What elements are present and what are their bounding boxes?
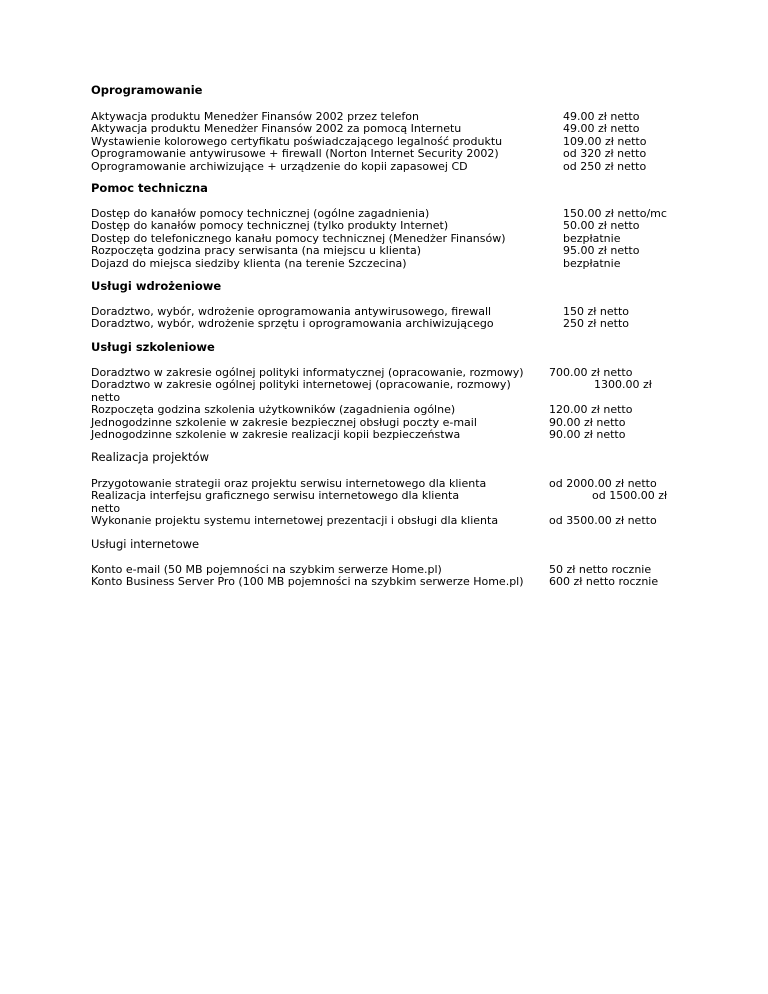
item-description: Doradztwo, wybór, wdrożenie oprogramowania antywirusowego, firewall (91, 305, 492, 318)
item-description: Dostęp do kanałów pomocy technicznej (tylko produkty Internet) (91, 219, 449, 232)
item-price: 1300.00 zł (594, 378, 652, 391)
section-heading: Usługi wdrożeniowe (91, 279, 222, 293)
item-price: 95.00 zł netto (563, 244, 640, 257)
item-price: 109.00 zł netto (563, 135, 647, 148)
item-description: Aktywacja produktu Menedżer Finansów 2002 za pomocą Internetu (91, 122, 462, 135)
item-description: Konto Business Server Pro (100 MB pojemności na szybkim serwerze Home.pl) (91, 575, 524, 588)
item-description: netto (91, 391, 121, 404)
item-description: Rozpoczęta godzina pracy serwisanta (na miejscu u klienta) (91, 244, 421, 257)
item-price: od 320 zł netto (563, 147, 647, 160)
item-price: 50 zł netto rocznie (549, 563, 652, 576)
item-price: 49.00 zł netto (563, 110, 640, 123)
item-description: Oprogramowanie antywirusowe + firewall (Norton Internet Security 2002) (91, 147, 499, 160)
item-description: Doradztwo w zakresie ogólnej polityki informatycznej (opracowanie, rozmowy) (91, 366, 524, 379)
item-description: Dostęp do telefonicznego kanału pomocy technicznej (Menedżer Finansów) (91, 232, 506, 245)
section-heading: Realizacja projektów (91, 450, 209, 464)
section-heading: Usługi internetowe (91, 537, 200, 551)
item-price: 90.00 zł netto (549, 428, 626, 441)
item-description: Konto e-mail (50 MB pojemności na szybkim serwerze Home.pl) (91, 563, 442, 576)
item-description: Jednogodzinne szkolenie w zakresie bezpiecznej obsługi poczty e-mail (91, 416, 477, 429)
item-price: 50.00 zł netto (563, 219, 640, 232)
item-description: netto (91, 502, 121, 515)
item-price: bezpłatnie (563, 232, 621, 245)
section-heading: Oprogramowanie (91, 83, 203, 97)
item-price: od 3500.00 zł netto (549, 514, 657, 527)
item-description: Jednogodzinne szkolenie w zakresie realizacji kopii bezpieczeństwa (91, 428, 461, 441)
item-description: Wykonanie projektu systemu internetowej prezentacji i obsługi dla klienta (91, 514, 499, 527)
item-price: 150.00 zł netto/mc (563, 207, 667, 220)
item-price: 90.00 zł netto (549, 416, 626, 429)
item-price: 600 zł netto rocznie (549, 575, 659, 588)
item-price: od 2000.00 zł netto (549, 477, 657, 490)
section-heading: Pomoc techniczna (91, 181, 208, 195)
item-description: Aktywacja produktu Menedżer Finansów 2002 przez telefon (91, 110, 419, 123)
item-description: Przygotowanie strategii oraz projektu serwisu internetowego dla klienta (91, 477, 487, 490)
item-description: Realizacja interfejsu graficznego serwisu internetowego dla klienta (91, 489, 460, 502)
item-description: Dojazd do miejsca siedziby klienta (na terenie Szczecina) (91, 257, 407, 270)
item-description: Wystawienie kolorowego certyfikatu poświadczającego legalność produktu (91, 135, 503, 148)
item-price: 49.00 zł netto (563, 122, 640, 135)
item-price: bezpłatnie (563, 257, 621, 270)
item-price: 120.00 zł netto (549, 403, 633, 416)
item-description: Oprogramowanie archiwizujące + urządzenie do kopii zapasowej CD (91, 160, 468, 173)
item-price: 150 zł netto (563, 305, 629, 318)
item-description: Rozpoczęta godzina szkolenia użytkowników (zagadnienia ogólne) (91, 403, 456, 416)
item-price: 700.00 zł netto (549, 366, 633, 379)
item-price: od 250 zł netto (563, 160, 647, 173)
section-heading: Usługi szkoleniowe (91, 340, 215, 354)
item-description: Doradztwo w zakresie ogólnej polityki internetowej (opracowanie, rozmowy) (91, 378, 511, 391)
item-price: od 1500.00 zł (592, 489, 668, 502)
item-price: 250 zł netto (563, 317, 629, 330)
item-description: Dostęp do kanałów pomocy technicznej (ogólne zagadnienia) (91, 207, 430, 220)
item-description: Doradztwo, wybór, wdrożenie sprzętu i oprogramowania archiwizującego (91, 317, 494, 330)
